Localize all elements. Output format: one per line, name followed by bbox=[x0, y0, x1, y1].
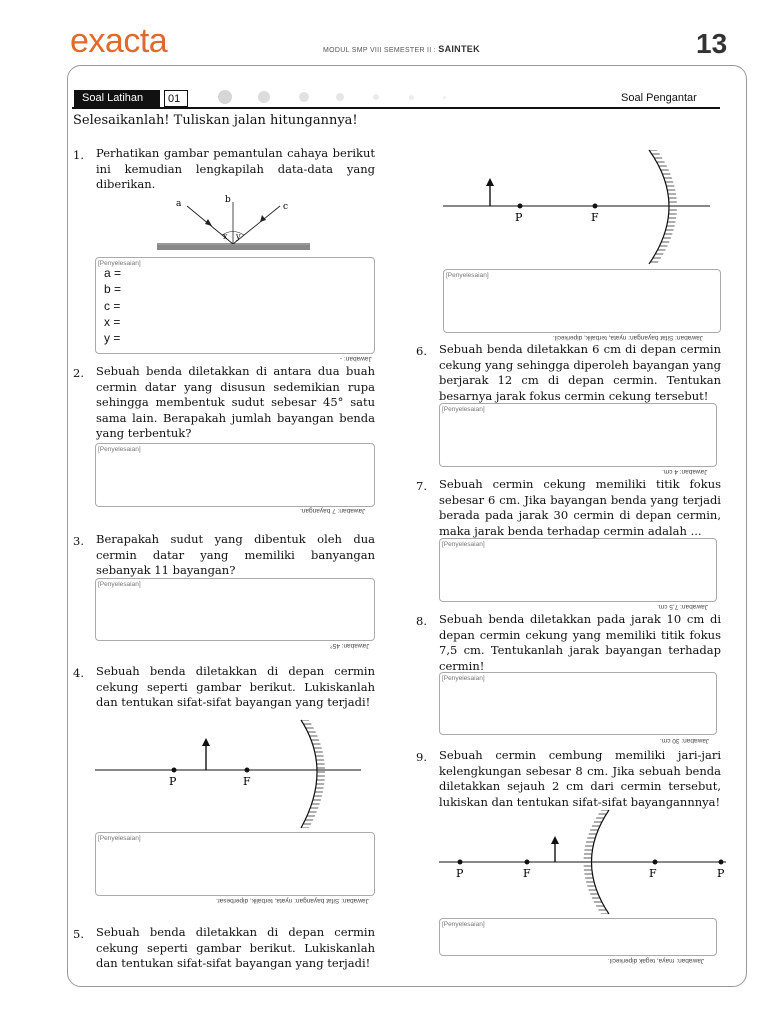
q2-number: 2. bbox=[73, 366, 84, 380]
q1-vars bbox=[104, 265, 121, 346]
label-F: F bbox=[523, 867, 531, 880]
q2-text: Sebuah benda diletakkan di antara dua buah cermin datar yang disusun sedemikian rupa sehingga membentuk sudut sebesar 45° satu sama lain. Berapakah jumlah bayangan benda yang terbentuk? bbox=[96, 364, 375, 440]
var-c: c = bbox=[104, 298, 121, 313]
module-prefix: MODUL SMP VIII SEMESTER II : bbox=[323, 47, 437, 54]
q8-answer-key: Jawaban: 30 cm. bbox=[660, 737, 710, 744]
q9-answer-key: Jawaban: maya, tegak diperkecil. bbox=[608, 957, 705, 964]
section-tab: Soal Latihan bbox=[74, 90, 160, 107]
answer-box-label: [Penyelesaian] bbox=[446, 272, 489, 279]
instruction: Selesaikanlah! Tuliskan jalan hitungannya! bbox=[73, 113, 358, 128]
q3-text: Berapakah sudut yang dibentuk oleh dua cermin datar yang memiliki banyangan sebanyak 11 bayangan? bbox=[96, 532, 375, 577]
section-tab-number: 01 bbox=[164, 90, 188, 107]
label-F: F bbox=[243, 775, 251, 788]
q9-text: Sebuah cermin cembung memiliki jari-jari kelengkungan sebesar 8 cm. Jika sebuah benda diletakkan sejauh 2 cm dari cermin tersebut, lukiskan dan tentukan sifat-sifat bayangannnya! bbox=[439, 748, 721, 809]
page-number: 13 bbox=[696, 28, 728, 59]
q2-answer-key: Jawaban: 7 bayangan. bbox=[300, 507, 366, 514]
label-F: F bbox=[591, 211, 599, 224]
section-rule bbox=[72, 107, 720, 109]
answer-box-label: [Penyelesaian] bbox=[98, 581, 141, 588]
var-y: y = bbox=[104, 331, 121, 346]
label-P: P bbox=[456, 867, 464, 880]
decor-dot bbox=[409, 95, 414, 100]
label-F: F bbox=[649, 867, 657, 880]
q1-answer-key: Jawaban: - bbox=[340, 355, 372, 362]
q6-text: Sebuah benda diletakkan 6 cm di depan cermin cekung yang sehingga diperoleh bayangan yang berjarak 12 cm di depan cermin. Tentukan besarnya jarak fokus cermin cekung tersebut! bbox=[439, 342, 721, 403]
q8-text: Sebuah benda diletakkan pada jarak 10 cm di depan cermin cekung yang memiliki titik fokus 7,5 cm. Tentukanlah jarak bayangan terhadap cermin! bbox=[439, 612, 721, 673]
q4-concave-mirror-diagram bbox=[95, 718, 365, 830]
q4-text: Sebuah benda diletakkan di depan cermin cekung seperti gambar berikut. Lukiskanlah dan tentukan sifat-sifat bayangan yang terjadi! bbox=[96, 664, 375, 709]
q7-answer-key: Jawaban: 7,5 cm. bbox=[657, 603, 708, 610]
q6-number: 6. bbox=[416, 344, 427, 358]
q6-answer-key: Jawaban: 4 cm. bbox=[662, 468, 708, 475]
var-x: x = bbox=[104, 314, 121, 329]
decor-dot bbox=[373, 94, 379, 100]
answer-box-label: [Penyelesaian] bbox=[98, 446, 141, 453]
decor-dot bbox=[299, 92, 309, 102]
answer-box-label: [Penyelesaian] bbox=[442, 675, 485, 682]
label-a: a bbox=[176, 199, 182, 209]
q9-answer-box[interactable] bbox=[439, 918, 717, 956]
section-topic: Soal Pengantar bbox=[621, 92, 697, 104]
var-b: b = bbox=[104, 282, 122, 297]
q2-answer-box[interactable] bbox=[95, 443, 375, 507]
q1-number: 1. bbox=[73, 148, 84, 162]
answer-box-label: [Penyelesaian] bbox=[442, 406, 485, 413]
q3-number: 3. bbox=[73, 534, 84, 548]
var-a: a = bbox=[104, 266, 122, 280]
label-x: x bbox=[223, 232, 228, 241]
q8-answer-box[interactable] bbox=[439, 672, 717, 735]
q5-concave-mirror-diagram bbox=[443, 148, 713, 266]
label-P: P bbox=[515, 211, 523, 224]
exacta-logo: exacta bbox=[70, 22, 168, 60]
q4-number: 4. bbox=[73, 666, 84, 680]
q6-answer-box[interactable] bbox=[439, 403, 717, 467]
q7-number: 7. bbox=[416, 479, 427, 493]
module-subject: SAINTEK bbox=[438, 44, 480, 54]
q7-text: Sebuah cermin cekung memiliki titik fokus sebesar 6 cm. Jika bayangan benda yang terjadi berada pada jarak 30 cermin di depan cermin, maka jarak benda terhadap cermin adalah ... bbox=[439, 477, 721, 538]
label-P: P bbox=[169, 775, 177, 788]
q4-answer-box[interactable] bbox=[95, 832, 375, 896]
q8-number: 8. bbox=[416, 614, 427, 628]
q1-answer-box[interactable] bbox=[95, 257, 375, 354]
q5-text: Sebuah benda diletakkan di depan cermin cekung seperti gambar berikut. Lukiskanlah dan tentukan sifat-sifat bayangan yang terjadi! bbox=[96, 925, 375, 970]
answer-box-label: [Penyelesaian] bbox=[98, 260, 141, 267]
q1-text: Perhatikan gambar pemantulan cahaya berikut ini kemudian lengkapilah data-data yang diberikan. bbox=[96, 146, 375, 191]
decor-dot bbox=[258, 91, 270, 103]
answer-box-label: [Penyelesaian] bbox=[442, 921, 485, 928]
q4-answer-key: Jawaban: Sifat bayangan: nyata, terbalik, diperbesar. bbox=[216, 897, 369, 904]
answer-box-label: [Penyelesaian] bbox=[98, 835, 141, 842]
q5-answer-key: Jawaban: Sifat bayangan: nyata, terbalik, diperkecil. bbox=[553, 334, 703, 341]
decor-dot bbox=[336, 93, 344, 101]
module-title bbox=[323, 44, 480, 54]
q3-answer-box[interactable] bbox=[95, 578, 375, 641]
q7-answer-box[interactable] bbox=[439, 538, 717, 602]
q9-number: 9. bbox=[416, 750, 427, 764]
q5-answer-box[interactable] bbox=[443, 269, 721, 333]
q3-answer-key: Jawaban: 45° bbox=[330, 642, 370, 649]
reflection-diagram bbox=[150, 190, 320, 255]
q5-number: 5. bbox=[73, 927, 84, 941]
answer-box-label: [Penyelesaian] bbox=[442, 541, 485, 548]
label-b: b bbox=[225, 195, 231, 205]
decor-dot bbox=[218, 90, 232, 104]
decor-dot bbox=[443, 96, 446, 99]
label-y: y bbox=[236, 232, 241, 241]
label-P: P bbox=[717, 867, 725, 880]
label-c: c bbox=[283, 202, 289, 212]
q9-convex-mirror-diagram bbox=[439, 808, 729, 916]
